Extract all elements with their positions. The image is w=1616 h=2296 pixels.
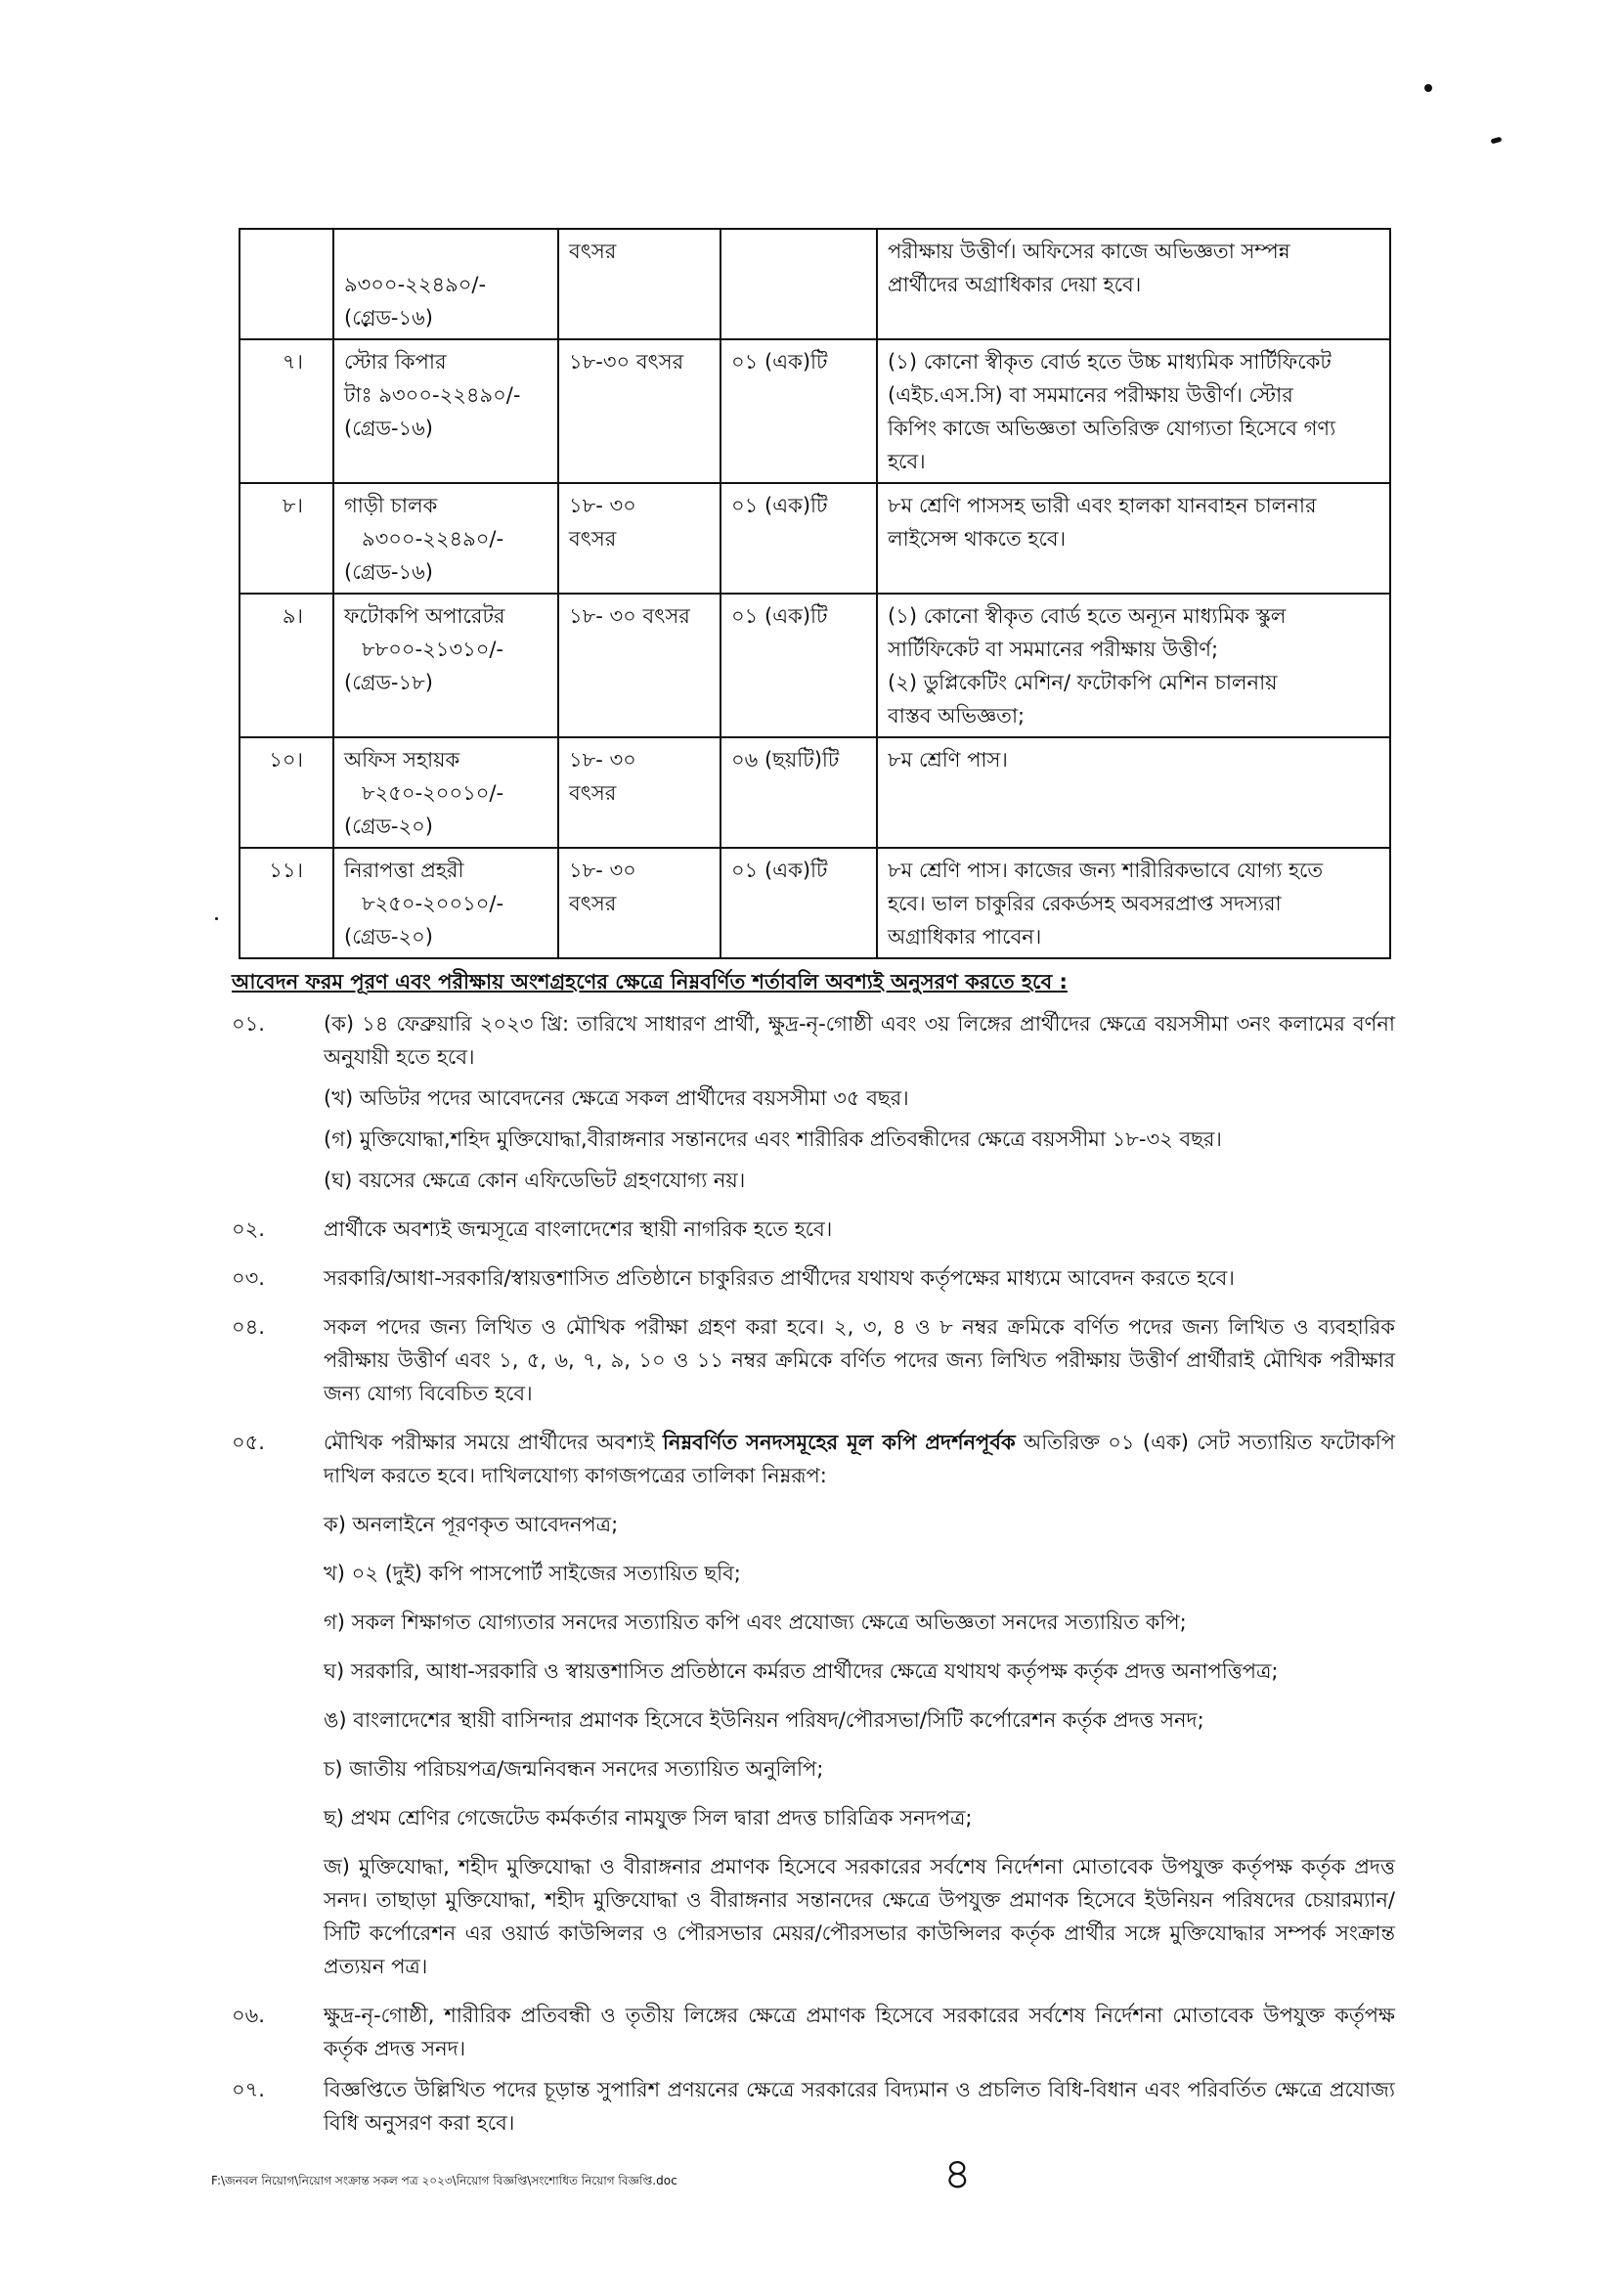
document-list-item: ক) অনলাইনে পূরণকৃত আবেদনপত্র; xyxy=(324,1513,619,1536)
qualification-line: লাইসেন্স থাকতে হবে। xyxy=(888,527,1067,551)
qualification-line: পরীক্ষায় উত্তীর্ণ। অফিসের কাজে অভিজ্ঞতা সম্পন্ন xyxy=(888,240,1290,263)
condition-paragraph: (খ) অডিটর পদের আবেদনের ক্ষেত্রে সকল প্রার্থীদের বয়সসীমা ৩৫ বছর। xyxy=(324,1086,909,1110)
condition-bold-text: নিম্নবর্ণিত সনদসমূহের মূল কপি প্রদর্শনপূর্বক xyxy=(662,1431,1016,1454)
document-list-item: খ) ০২ (দুই) কপি পাসপোর্ট সাইজের সত্যায়িত ছবি; xyxy=(324,1562,741,1585)
conditions-heading: আবেদন ফরম পূরণ এবং পরীক্ষায় অংশগ্রহণের ক্ষেত্রে নিম্নবর্ণিত শর্তাবলি অবশ্যই অনুসরণ করতে হবে : xyxy=(232,970,1068,993)
scan-speck xyxy=(215,917,218,920)
qualification-line: (১) কোনো স্বীকৃত বোর্ড হতে অন্যূন মাধ্যমিক স্কুল xyxy=(888,604,1287,628)
age-line: ১৮- ৩০ বৎসর xyxy=(569,604,690,628)
condition-body xyxy=(324,1007,1395,1197)
post-cell xyxy=(333,229,558,339)
condition-number: ০৪. xyxy=(232,1315,265,1339)
qualification-line: অগ্রাধিকার পাবেন। xyxy=(888,925,1042,949)
serial-number: ৯। xyxy=(282,604,303,628)
qualification-line: হবে। xyxy=(888,450,926,473)
count-cell xyxy=(721,848,877,958)
post-line: ৯৩০০-২২৪৯০/- xyxy=(362,527,504,551)
count-cell xyxy=(721,737,877,848)
post-line: (গ্রেড-১৬) xyxy=(344,417,433,440)
condition-paragraph: (গ) মুক্তিযোদ্ধা,শহিদ মুক্তিযোদ্ধা,বীরাঙ্গনার সন্তানদের এবং শারীরিক প্রতিবন্ধীদের ক্ষেত্রে বয়সসীমা ১৮-৩২ বছর। xyxy=(324,1127,1222,1151)
posts-table-body xyxy=(240,229,1390,958)
post-cell xyxy=(333,339,558,483)
post-cell xyxy=(333,483,558,594)
condition-item xyxy=(232,1999,1395,2065)
condition-body xyxy=(324,1310,1395,1410)
table-row xyxy=(240,594,1390,737)
table-row xyxy=(240,848,1390,958)
serial-cell xyxy=(240,737,333,848)
qualification-line: ৮ম শ্রেণি পাস। কাজের জন্য শারীরিকভাবে যোগ্য হতে xyxy=(888,859,1324,882)
qualification-line: সার্টিফিকেট বা সমমানের পরীক্ষায় উত্তীর্ণ; xyxy=(888,638,1219,661)
qualification-cell xyxy=(877,737,1390,848)
post-line: (গ্রেড-২০) xyxy=(344,815,433,838)
qualification-line: ৮ম শ্রেণি পাসসহ ভারী এবং হালকা যানবাহন চালনার xyxy=(888,494,1317,517)
serial-number: ১০। xyxy=(269,748,303,772)
post-line: (গ্রেড-১৬) xyxy=(344,560,433,584)
age-line: বৎসর xyxy=(569,892,617,915)
condition-text: অতিরিক্ত ০১ (এক) সেট সত্যায়িত ফটোকপি দাখিল করতে হবে। দাখিলযোগ্য কাগজপত্রের তালিকা নিম্নরূপ: xyxy=(324,1431,1396,1487)
post-line: অফিস সহায়ক xyxy=(344,748,460,772)
table-row xyxy=(240,737,1390,848)
table-row xyxy=(240,483,1390,594)
post-line: ৯৩০০-২২৪৯০/- xyxy=(344,273,487,296)
post-cell xyxy=(333,737,558,848)
qualification-cell xyxy=(877,848,1390,958)
document-list-item: ছ) প্রথম শ্রেণির গেজেটেড কর্মকর্তার নামযুক্ত সিল দ্বারা প্রদত্ত চারিত্রিক সনদপত্র; xyxy=(324,1806,973,1830)
condition-body xyxy=(324,1999,1395,2065)
condition-paragraph: (ক) ১৪ ফেব্রুয়ারি ২০২৩ খ্রি: তারিখে সাধারণ প্রার্থী, ক্ষুদ্র-নৃ-গোষ্ঠী এবং ৩য় লিঙ্গের প্রার্থীদের ক্ষেত্রে বয়সসীমা ৩নং কলামের বর্ণনা অনুযায়ী হতে হবে। xyxy=(324,1012,1395,1069)
condition-item xyxy=(232,1261,1395,1295)
condition-number: ০২. xyxy=(232,1217,265,1241)
post-count: ০১ (এক)টি xyxy=(731,604,828,628)
post-count: ০১ (এক)টি xyxy=(731,494,828,517)
condition-number: ০১. xyxy=(232,1012,265,1036)
post-line: (গ্রেড-২০) xyxy=(344,925,433,949)
condition-number: ০৫. xyxy=(232,1431,265,1454)
count-cell xyxy=(721,339,877,483)
condition-number: ০৩. xyxy=(232,1266,265,1290)
condition-paragraph: (ঘ) বয়সের ক্ষেত্রে কোন এফিডেভিট গ্রহণযোগ্য নয়। xyxy=(324,1169,746,1192)
condition-text: মৌখিক পরীক্ষার সময়ে প্রার্থীদের অবশ্যই xyxy=(324,1431,663,1454)
document-list-item: চ) জাতীয় পরিচয়পত্র/জন্মনিবন্ধন সনদের সত্যায়িত অনুলিপি; xyxy=(324,1757,824,1781)
conditions-list xyxy=(232,1007,1395,2140)
condition-paragraph: ক্ষুদ্র-নৃ-গোষ্ঠী, শারীরিক প্রতিবন্ধী ও তৃতীয় লিঙ্গের ক্ষেত্রে প্রমাণক হিসেবে সরকারের সর্বশেষ নির্দেশনা মোতাবেক উপযুক্ত কর্তৃপক্ষ কর্তৃক প্রদত্ত সনদ। xyxy=(324,2004,1395,2060)
age-cell xyxy=(558,483,721,594)
serial-number: ১১। xyxy=(269,859,303,882)
post-line: গাড়ী চালক xyxy=(344,494,438,517)
qualification-line: প্রার্থীদের অগ্রাধিকার দেয়া হবে। xyxy=(888,273,1142,296)
condition-paragraph: বিজ্ঞপ্তিতে উল্লিখিত পদের চূড়ান্ত সুপারিশ প্রণয়নের ক্ষেত্রে সরকারের বিদ্যমান ও প্রচলিত বিধি-বিধান এবং পরিবর্তিত ক্ষেত্রে প্রযোজ্য বিধি অনুসরণ করা হবে। xyxy=(324,2078,1395,2135)
document-list-item: জ) মুক্তিযোদ্ধা, শহীদ মুক্তিযোদ্ধা ও বীরাঙ্গনার প্রমাণক হিসেবে সরকারের সর্বশেষ নির্দেশনা মোতাবেক উপযুক্ত কর্তৃপক্ষ কর্তৃক প্রদত্ত সনদ। তাছাড়া মুক্তিযোদ্ধা, শহীদ মুক্তিযোদ্ধা ও বীরাঙ্গনার সন্তানদের ক্ষেত্রে উপযুক্ত প্রমাণক হিসেবে ইউনিয়ন পরিষদের চেয়ারম্যান/সিটি কর্পোরেশন এর ওয়ার্ড কাউন্সিলর ও পৌরসভার মেয়র/পৌরসভার কাউন্সিলর কর্তৃক প্রার্থীর সঙ্গে মুক্তিযোদ্ধার সম্পর্ক সংক্রান্ত প্রত্যয়ন পত্র। xyxy=(324,1855,1395,1978)
age-line: ১৮-৩০ বৎসর xyxy=(569,350,684,374)
qualification-line: (২) ডুপ্লিকেটিং মেশিন/ ফটোকপি মেশিন চালনায় xyxy=(888,671,1278,694)
age-cell xyxy=(558,848,721,958)
condition-body xyxy=(324,1261,1395,1295)
age-line: বৎসর xyxy=(569,240,617,263)
qualification-line: (এইচ.এস.সি) বা সমমানের পরীক্ষায় উত্তীর্ণ। স্টোর xyxy=(888,383,1293,407)
post-line: টাঃ ৯৩০০-২২৪৯০/- xyxy=(344,383,521,407)
count-cell xyxy=(721,594,877,737)
condition-body xyxy=(324,1213,1395,1246)
post-count: ০১ (এক)টি xyxy=(731,350,828,374)
serial-cell xyxy=(240,483,333,594)
condition-item xyxy=(232,1213,1395,1246)
page-number: ৪ xyxy=(943,2149,972,2199)
post-cell xyxy=(333,848,558,958)
condition-item xyxy=(232,1310,1395,1410)
post-line xyxy=(344,235,547,268)
serial-number: ৮। xyxy=(282,494,303,517)
age-cell xyxy=(558,229,721,339)
condition-number: ০৭. xyxy=(232,2078,265,2101)
post-line: ৮২৫০-২০০১০/- xyxy=(362,781,504,805)
post-line: ৮২৫০-২০০১০/- xyxy=(362,892,504,915)
age-line: বৎসর xyxy=(569,527,617,551)
count-cell xyxy=(721,229,877,339)
document-list-item: ঙ) বাংলাদেশের স্থায়ী বাসিন্দার প্রমাণক হিসেবে ইউনিয়ন পরিষদ/পৌরসভা/সিটি কর্পোরেশন কর্তৃক প্রদত্ত সনদ; xyxy=(324,1708,1204,1732)
post-line: (গ্রেড-১৮) xyxy=(344,671,433,694)
post-line: (গ্রেড-১৬) xyxy=(344,306,433,330)
condition-paragraph: সরকারি/আধা-সরকারি/স্বায়ত্তশাসিত প্রতিষ্ঠানে চাকুরিরত প্রার্থীদের যথাযথ কর্তৃপক্ষের মাধ্যমে আবেদন করতে হবে। xyxy=(324,1266,1235,1290)
post-count: ০১ (এক)টি xyxy=(731,859,828,882)
qualification-cell xyxy=(877,339,1390,483)
serial-cell xyxy=(240,229,333,339)
age-cell xyxy=(558,339,721,483)
condition-paragraph xyxy=(324,1426,1395,1492)
age-line: বৎসর xyxy=(569,781,617,805)
document-list-item: গ) সকল শিক্ষাগত যোগ্যতার সনদের সত্যায়িত কপি এবং প্রযোজ্য ক্ষেত্রে অভিজ্ঞতা সনদের সত্যায়িত কপি; xyxy=(324,1611,1187,1634)
post-line: ৮৮০০-২১৩১০/- xyxy=(362,638,504,661)
post-line: ফটোকপি অপারেটর xyxy=(344,604,505,628)
serial-cell xyxy=(240,848,333,958)
condition-body xyxy=(324,1426,1395,1983)
qualification-cell xyxy=(877,594,1390,737)
qualification-line: ৮ম শ্রেণি পাস। xyxy=(888,748,1008,772)
table-row xyxy=(240,339,1390,483)
serial-cell xyxy=(240,594,333,737)
qualification-line: হবে। ভাল চাকুরির রেকর্ডসহ অবসরপ্রাপ্ত সদস্যরা xyxy=(888,892,1282,915)
post-line: নিরাপত্তা প্রহরী xyxy=(344,859,464,882)
count-cell xyxy=(721,483,877,594)
scan-speck xyxy=(1491,137,1503,145)
post-cell xyxy=(333,594,558,737)
condition-paragraph: সকল পদের জন্য লিখিত ও মৌখিক পরীক্ষা গ্রহণ করা হবে। ২, ৩, ৪ ও ৮ নম্বর ক্রমিকে বর্ণিত পদের জন্য লিখিত ও ব্যবহারিক পরীক্ষায় উত্তীর্ণ এবং ১, ৫, ৬, ৭, ৯, ১০ ও ১১ নম্বর ক্রমিকে বর্ণিত পদের জন্য লিখিত পরীক্ষায় উত্তীর্ণ প্রার্থীরাই মৌখিক পরীক্ষার জন্য যোগ্য বিবেচিত হবে। xyxy=(324,1315,1395,1405)
qualification-line: বাস্তব অভিজ্ঞতা; xyxy=(888,704,1026,728)
age-line: ১৮- ৩০ xyxy=(569,859,636,882)
condition-item xyxy=(232,1007,1395,1197)
age-line: ১৮- ৩০ xyxy=(569,748,636,772)
age-cell xyxy=(558,737,721,848)
posts-table xyxy=(239,228,1391,959)
condition-item xyxy=(232,2073,1395,2140)
document-list-item: ঘ) সরকারি, আধা-সরকারি ও স্বায়ত্তশাসিত প্রতিষ্ঠানে কর্মরত প্রার্থীদের ক্ষেত্রে যথাযথ কর্তৃপক্ষ কর্তৃক প্রদত্ত অনাপত্তিপত্র; xyxy=(324,1659,1279,1683)
table-row xyxy=(240,229,1390,339)
age-cell xyxy=(558,594,721,737)
condition-body xyxy=(324,2073,1395,2140)
qualification-cell xyxy=(877,483,1390,594)
scan-speck xyxy=(1424,84,1432,92)
post-count: ০৬ (ছয়টি)টি xyxy=(731,748,840,772)
post-line: স্টোর কিপার xyxy=(344,350,447,374)
serial-cell xyxy=(240,339,333,483)
age-line: ১৮- ৩০ xyxy=(569,494,636,517)
footer-file-path: F:\জনবল নিয়োগ\নিয়োগ সংক্রান্ত সকল পত্র ২০২৩\নিয়োগ বিজ্ঞপ্তি\সংশোধিত নিয়োগ বিজ্ঞপ্তি.doc xyxy=(211,2174,677,2187)
qualification-cell xyxy=(877,229,1390,339)
condition-item xyxy=(232,1426,1395,1983)
condition-paragraph: প্রার্থীকে অবশ্যই জন্মসূত্রে বাংলাদেশের স্থায়ী নাগরিক হতে হবে। xyxy=(324,1217,833,1241)
condition-number: ০৬. xyxy=(232,2004,265,2027)
qualification-line: কিপিং কাজে অভিজ্ঞতা অতিরিক্ত যোগ্যতা হিসেবে গণ্য xyxy=(888,417,1336,440)
serial-number: ৭। xyxy=(282,350,303,374)
qualification-line: (১) কোনো স্বীকৃত বোর্ড হতে উচ্চ মাধ্যমিক সার্টিফিকেট xyxy=(888,350,1332,374)
